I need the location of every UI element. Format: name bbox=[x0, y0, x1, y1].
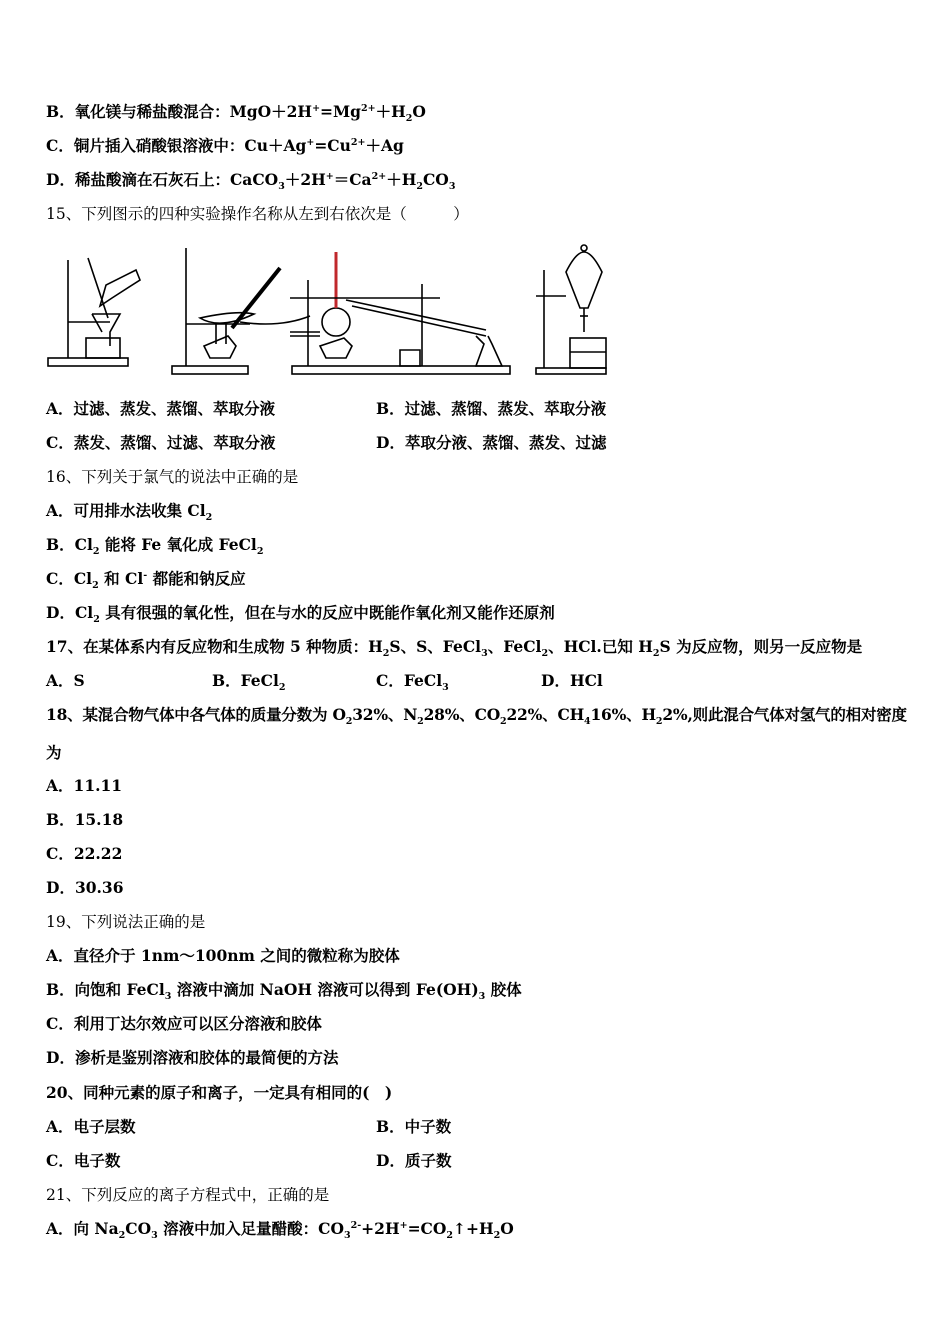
q20-stem: 20、同种元素的原子和离子，一定具有相同的( ) bbox=[46, 1083, 393, 1102]
q15-option-c: C．蒸发、蒸馏、过滤、萃取分液 bbox=[46, 433, 276, 452]
q20-option-b: B．中子数 bbox=[376, 1117, 452, 1136]
q18-option-c: C．22.22 bbox=[46, 844, 123, 863]
q18-option-b: B．15.18 bbox=[46, 810, 124, 829]
q21-option-a: A．向 $Na_2CO_3$ 溶液中加入足量醋酸：$CO_3^{2-}+2H^+=CO_2↑+H_2O$ bbox=[46, 1219, 514, 1242]
q17-option-c: C．FeCl$_3$ bbox=[376, 671, 449, 694]
q14-option-d: D．稀盐酸滴在石灰石上：$CaCO_3+2H^+=Ca^{2+}+H_2CO_3$ bbox=[46, 170, 456, 193]
q18-stem-cont: 为 bbox=[46, 743, 62, 762]
q14-option-c: C．铜片插入硝酸银溶液中：$Cu+Ag^+=Cu^{2+}+Ag$ bbox=[46, 136, 404, 155]
q15-option-a: A．过滤、蒸发、蒸馏、萃取分液 bbox=[46, 399, 276, 418]
q17-option-d: D．HCl bbox=[541, 671, 603, 690]
q15-stem: 15、下列图示的四种实验操作名称从左到右依次是（ ） bbox=[46, 205, 469, 223]
lab-apparatus-icon bbox=[40, 240, 620, 385]
q16-option-c: C．$Cl_2$ 和 Cl- 都能和钠反应 bbox=[46, 569, 246, 592]
q18-option-d: D．30.36 bbox=[46, 878, 124, 897]
q16-option-a: A．可用排水法收集 $Cl_2$ bbox=[46, 501, 213, 524]
q19-stem: 19、下列说法正确的是 bbox=[46, 913, 206, 931]
q14-option-b: B．氧化镁与稀盐酸混合：$MgO+2H^+=Mg^{2+}+H_2O$ bbox=[46, 102, 426, 125]
lab-apparatus-illustration bbox=[40, 240, 620, 385]
q20-option-d: D．质子数 bbox=[376, 1151, 452, 1170]
q19-option-b: B．向饱和 FeCl$_3$ 溶液中滴加 NaOH 溶液可以得到 $Fe(OH)_3$ 胶体 bbox=[46, 980, 522, 1003]
q19-option-a: A．直径介于 1nm～100nm 之间的微粒称为胶体 bbox=[46, 946, 400, 965]
q17-stem: 17、在某体系内有反应物和生成物 5 种物质：$H_2S$、S、FeCl$_3$、FeCl$_2$、HCl.已知 $H_2S$ 为反应物，则另一反应物是 bbox=[46, 637, 863, 660]
q20-option-a: A．电子层数 bbox=[46, 1117, 136, 1136]
q16-stem: 16、下列关于氯气的说法中正确的是 bbox=[46, 468, 299, 486]
q15-option-d: D．萃取分液、蒸馏、蒸发、过滤 bbox=[376, 433, 607, 452]
q18-option-a: A．11.11 bbox=[46, 776, 123, 795]
q19-option-d: D．渗析是鉴别溶液和胶体的最简便的方法 bbox=[46, 1048, 339, 1067]
q16-option-d: D．$Cl_2$ 具有很强的氧化性，但在与水的反应中既能作氧化剂又能作还原剂 bbox=[46, 603, 555, 626]
q20-option-c: C．电子数 bbox=[46, 1151, 121, 1170]
q16-option-b: B．$Cl_2$ 能将 Fe 氧化成 FeCl$_2$ bbox=[46, 535, 264, 558]
q21-stem: 21、下列反应的离子方程式中，正确的是 bbox=[46, 1186, 330, 1204]
q19-option-c: C．利用丁达尔效应可以区分溶液和胶体 bbox=[46, 1014, 322, 1033]
q18-stem: 18、某混合物气体中各气体的质量分数为 $O_232\%$、$N_228\%$、$CO_222\%$、$CH_416\%$、$H_22\%$,则此混合气体对氢气的相对密度 bbox=[46, 705, 907, 728]
q17-option-a: A．S bbox=[46, 671, 85, 690]
q15-option-b: B．过滤、蒸馏、蒸发、萃取分液 bbox=[376, 399, 607, 418]
q17-option-b: B．FeCl$_2$ bbox=[212, 671, 286, 694]
